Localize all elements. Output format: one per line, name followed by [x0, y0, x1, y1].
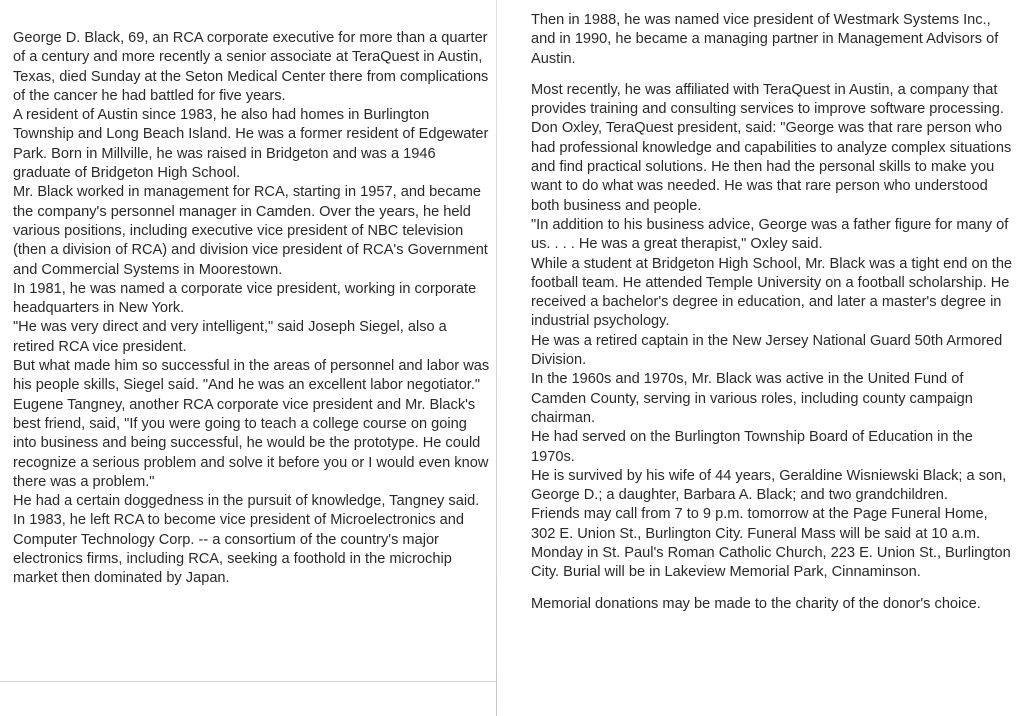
paragraph: Mr. Black worked in management for RCA, starting in 1957, and became the company's personnel manager in Camden. Over the years, he held various positions, including executive vice president of NBC television (then a division of RCA) and division vice president of RCA's Government and Commercial Systems in Moorestown. [13, 184, 488, 278]
paragraph: Then in 1988, he was named vice president of Westmark Systems Inc., and in 1990, he became a managing partner in Management Advisors of Austin. [531, 12, 999, 67]
paragraph: In 1981, he was named a corporate vice president, working in corporate headquarters in New York. [13, 280, 477, 317]
right-column [531, 11, 1015, 614]
paragraph: A resident of Austin since 1983, he also had homes in Burlington Township and Long Beach Island. He was a former resident of Edgewater Park. Born in Millville, he was raised in Bridgeton and was a 1946 graduate of Bridgeton High School. [13, 107, 489, 182]
paragraph: Memorial donations may be made to the charity of the donor's choice. [531, 595, 981, 612]
paragraph: While a student at Bridgeton High School, Mr. Black was a tight end on the football team. He attended Temple University on a football scholarship. He received a bachelor's degree in education, and later a master's degree in industrial psychology. [531, 255, 1013, 330]
paragraph: But what made him so successful in the areas of personnel and labor was his people skills, Siegel said. "And he was an excellent labor negotiator." [13, 358, 490, 394]
paragraph: In the 1960s and 1970s, Mr. Black was active in the United Fund of Camden County, serving in various roles, including county campaign chairman. [531, 371, 973, 426]
paragraph: He was a retired captain in the New Jersey National Guard 50th Armored Division. [531, 332, 1003, 369]
paragraph: He is survived by his wife of 44 years, Geraldine Wisniewski Black; a son, George D.; a daughter, Barbara A. Black; and two grandchildren. [531, 467, 1007, 504]
paragraph: Most recently, he was affiliated with TeraQuest in Austin, a company that provides training and consulting services to improve software processing. [531, 81, 1004, 118]
column-divider [496, 0, 497, 716]
paragraph: "He was very direct and very intelligent," said Joseph Siegel, also a retired RCA vice president. [13, 319, 447, 355]
paragraph: He had a certain doggedness in the pursuit of knowledge, Tangney said. [13, 493, 480, 510]
scan-edge-line [0, 681, 496, 682]
paragraph: In 1983, he left RCA to become vice president of Microelectronics and Computer Technology Corp. -- a consortium of the country's major electronics firms, including RCA, seeking a foothold in the microchip market then dominated by Japan. [13, 512, 465, 587]
paragraph: Don Oxley, TeraQuest president, said: "George was that rare person who had professional knowledge and capabilities to analyze complex situations and find practical solutions. He then had the personal skills to make you want to do what was needed. He was that rare person who understood both business and people. [531, 120, 1012, 214]
left-column [13, 29, 491, 589]
paragraph: "In addition to his business advice, George was a father figure for many of us. . . . He was a great therapist," Oxley said. [531, 216, 1009, 253]
paragraph: He had served on the Burlington Township Board of Education in the 1970s. [531, 429, 973, 465]
paragraph: George D. Black, 69, an RCA corporate executive for more than a quarter of a century and more recently a senior associate at TeraQuest in Austin, Texas, died Sunday at the Seton Medical Center there from complications of the cancer he had battled for five years. [13, 30, 489, 104]
paragraph: Friends may call from 7 to 9 p.m. tomorrow at the Page Funeral Home, 302 E. Union St., Burlington City. Funeral Mass will be said at 10 a.m. Monday in St. Paul's Roman Catholic Church, 223 E. Union St., Burlington City. Burial will be in Lakeview Memorial Park, Cinnaminson. [531, 506, 1011, 581]
paragraph: Eugene Tangney, another RCA corporate vice president and Mr. Black's best friend, said, "If you were going to teach a college course on going into business and being successful, he would be the prototype. He could recognize a serious problem and solve it before you or I would even know there was a problem." [13, 396, 489, 490]
